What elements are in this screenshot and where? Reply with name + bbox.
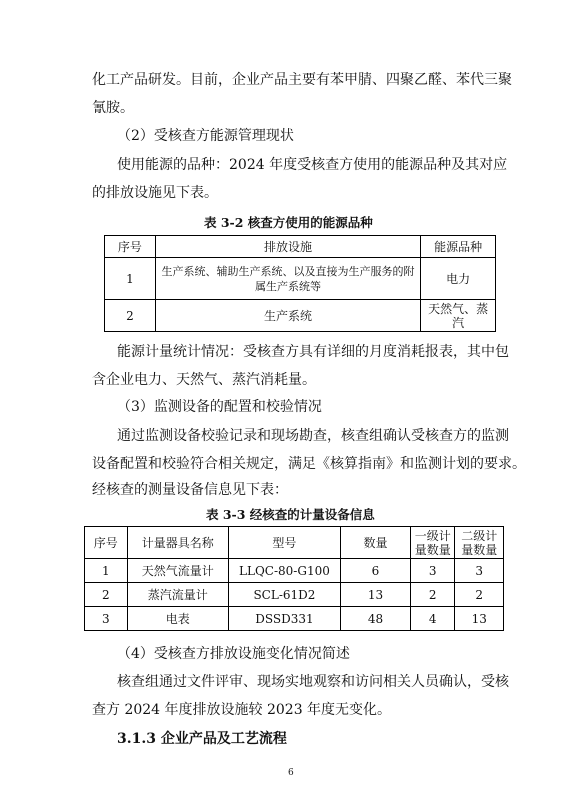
table-cell: 48 <box>340 607 410 631</box>
paragraph-line: 查方 2024 年度排放设施较 2023 年度无变化。 <box>92 702 392 718</box>
table-cell: 天然气流量计 <box>127 559 228 583</box>
section-title: （4）受核查方排放设施变化情况简述 <box>117 646 350 662</box>
table-header-cell: 数量 <box>340 527 410 559</box>
table-header-cell: 二级计量数量 <box>455 527 504 559</box>
table-cell: 4 <box>411 607 455 631</box>
table-caption: 表 3-2 核查方使用的能源品种 <box>204 215 373 230</box>
meter-equipment-table <box>84 526 504 631</box>
table-cell: 3 <box>411 559 455 583</box>
table-caption: 表 3-3 经核查的计量设备信息 <box>206 507 375 522</box>
paragraph-line: 通过监测设备校验记录和现场勘查，核查组确认受核查方的监测 <box>117 428 509 444</box>
table-header-cell: 序号 <box>85 527 128 559</box>
table-header-cell: 一级计量数量 <box>411 527 455 559</box>
table-cell: 1 <box>105 258 156 300</box>
paragraph-line: 设备配置和校验符合相关规定，满足《核算指南》和监测计划的要求。 <box>92 456 526 472</box>
table-cell: 6 <box>340 559 410 583</box>
table-cell: 2 <box>455 583 504 607</box>
table-cell: 天然气、蒸汽 <box>421 300 496 332</box>
page-number: 6 <box>288 768 294 778</box>
section-heading: 3.1.3 企业产品及工艺流程 <box>117 731 287 747</box>
table-cell: 生产系统、辅助生产系统、以及直接为生产服务的附属生产系统等 <box>155 258 421 300</box>
paragraph-line: 核查组通过文件评审、现场实地观察和访问相关人员确认，受核 <box>117 674 509 690</box>
table-cell: 生产系统 <box>155 300 421 332</box>
paragraph-line: 使用能源的品种：2024 年度受核查方使用的能源品种及其对应 <box>117 157 508 173</box>
table-header-cell: 序号 <box>105 236 156 258</box>
table-cell: 13 <box>455 607 504 631</box>
paragraph-line: 能源计量统计情况：受核查方具有详细的月度消耗报表，其中包 <box>117 344 509 360</box>
table-cell: 2 <box>85 583 128 607</box>
paragraph-line: 化工产品研发。目前，企业产品主要有苯甲腈、四聚乙醛、苯代三聚 <box>92 72 512 88</box>
paragraph-line: 的排放设施见下表。 <box>92 185 218 201</box>
table-cell: 2 <box>411 583 455 607</box>
table-cell: 3 <box>85 607 128 631</box>
section-title: （2）受核查方能源管理现状 <box>117 128 294 144</box>
table-cell: 电表 <box>127 607 228 631</box>
table-cell: 2 <box>105 300 156 332</box>
table-cell: 13 <box>340 583 410 607</box>
table-cell: SCL-61D2 <box>228 583 340 607</box>
paragraph-line: 经核查的测量设备信息见下表： <box>92 482 288 498</box>
table-cell: 1 <box>85 559 128 583</box>
table-header-cell: 能源品种 <box>421 236 496 258</box>
table-header-cell: 排放设施 <box>155 236 421 258</box>
table-header-cell: 型号 <box>228 527 340 559</box>
paragraph-line: 氰胺。 <box>92 100 134 116</box>
table-cell: 电力 <box>421 258 496 300</box>
table-cell: 3 <box>455 559 504 583</box>
paragraph-line: 含企业电力、天然气、蒸汽消耗量。 <box>92 372 316 388</box>
table-cell: 蒸汽流量计 <box>127 583 228 607</box>
section-title: （3）监测设备的配置和校验情况 <box>117 399 322 415</box>
table-cell: LLQC-80-G100 <box>228 559 340 583</box>
table-header-cell: 计量器具名称 <box>127 527 228 559</box>
table-cell: DSSD331 <box>228 607 340 631</box>
energy-type-table <box>104 235 496 332</box>
